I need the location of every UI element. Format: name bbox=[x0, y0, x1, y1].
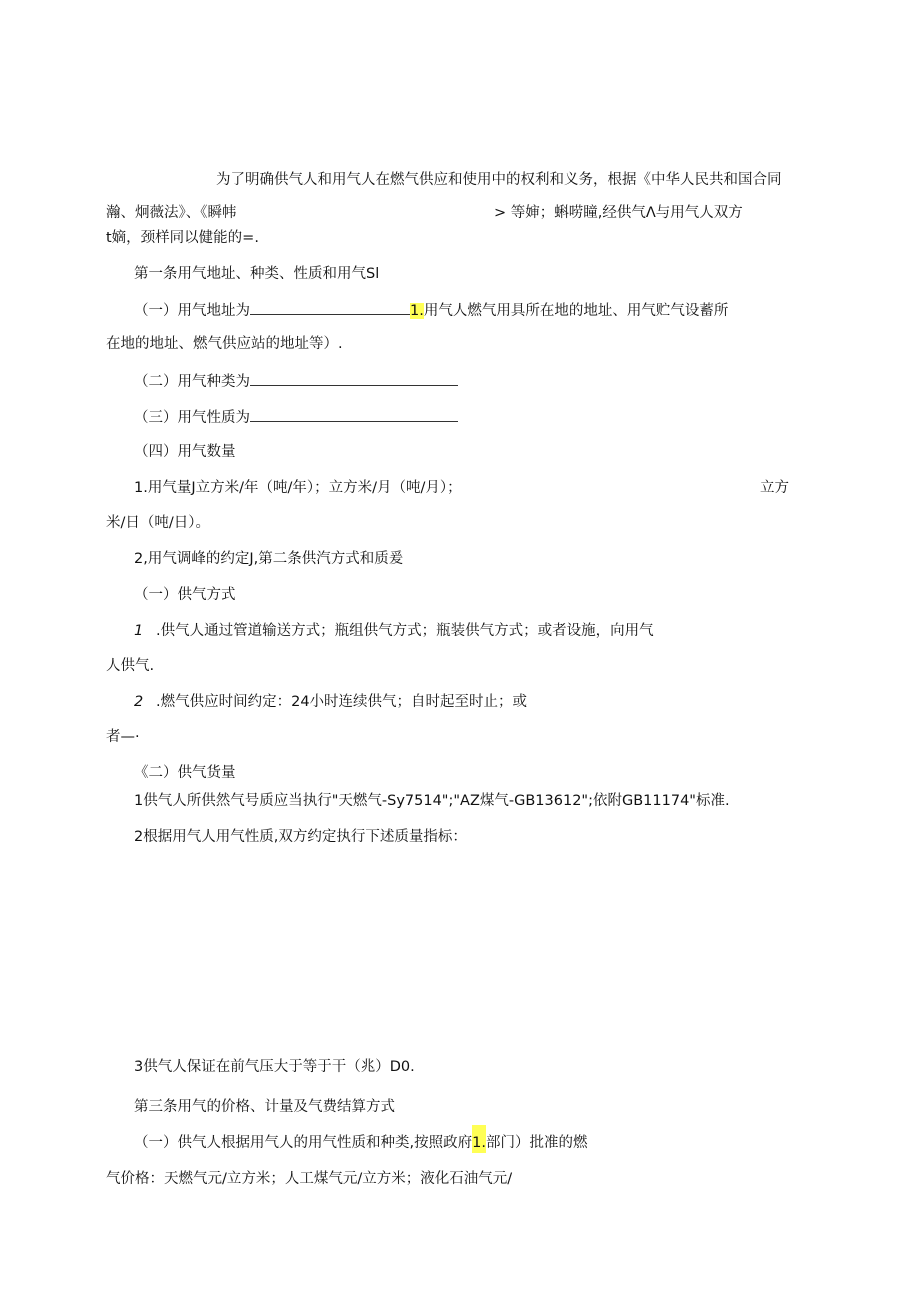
clause-2-1-item1-line1 bbox=[134, 621, 654, 641]
clause-1-2 bbox=[134, 370, 458, 392]
clause-text: 用气人燃气用具所在地的地址、用气贮气设蓄所 bbox=[423, 303, 729, 319]
clause-2-2-item3: 3供气人保证在前气压大于等于干（兆）D0. bbox=[134, 1059, 415, 1075]
clause-2-1-item1-line2: 人供气. bbox=[106, 658, 155, 674]
clause-3-1-line1 bbox=[134, 1133, 587, 1153]
clause-1-4-item2: 2,用气调峰的约定J,第二条供汽方式和质爰 bbox=[134, 551, 404, 567]
highlight-mark: 1. bbox=[472, 1125, 486, 1153]
clause-label: （二）用气种类为 bbox=[134, 374, 250, 390]
item-text: .燃气供应时间约定：24小时连续供气；自时起至时止；或 bbox=[156, 694, 528, 710]
clause-1-1-line1 bbox=[134, 299, 728, 321]
clause-1-1-line2: 在地的地址、燃气供应站的地址等）. bbox=[106, 336, 343, 352]
clause-text-start: （一）供气人根据用气人的用气性质和种类,按照政府 bbox=[134, 1135, 473, 1151]
clause-1-3 bbox=[134, 406, 458, 428]
clause-2-2-heading: 《二）供气货量 bbox=[134, 765, 236, 781]
clause-1-4-item1-start: 1.用气量J立方米/年（吨/年）；立方米/月（吨/月）； bbox=[134, 480, 462, 496]
clause-2-2-item2: 2根据用气人用气性质,双方约定执行下述质量指标： bbox=[134, 829, 467, 845]
clause-1-4-item1-end: 立方 bbox=[760, 480, 789, 496]
blank-line bbox=[250, 370, 458, 386]
clause-text-end: 部门）批准的燃 bbox=[485, 1135, 588, 1151]
item-number: 2 bbox=[134, 694, 144, 710]
blank-line bbox=[250, 406, 458, 422]
clause-label: （一）用气地址为 bbox=[134, 303, 250, 319]
item-text: .供气人通过管道输送方式；瓶组供气方式；瓶装供气方式；或者设施，向用气 bbox=[156, 623, 654, 639]
paragraph-intro-line3: t嫡，颈样同以健能的=. bbox=[106, 230, 259, 246]
paragraph-intro-line2-end: > 等婶；蝌唠瞳,经供气Λ与用气人双方 bbox=[494, 205, 743, 221]
clause-2-2-item1: 1供气人所供然气号质应当执行"天燃气-Sy7514";"AZ煤气-GB13612";依附GB11174"标准. bbox=[134, 793, 730, 809]
paragraph-intro-line1: 为了明确供气人和用气人在燃气供应和使用中的权利和义务，根据《中华人民共和国合同 bbox=[216, 172, 782, 188]
clause-3-1-line2: 气价格：天燃气元/立方米；人工煤气元/立方米；液化石油气元/ bbox=[106, 1171, 513, 1187]
blank-line bbox=[250, 299, 410, 315]
paragraph-intro-line2-start: 瀚、炯薇法》、《瞬帏 bbox=[106, 205, 237, 221]
clause-label: （三）用气性质为 bbox=[134, 410, 250, 426]
article-1-heading: 第一条用气地址、种类、性质和用气Sl bbox=[134, 266, 380, 282]
item-number: 1 bbox=[134, 623, 144, 639]
article-3-heading: 第三条用气的价格、计量及气费结算方式 bbox=[134, 1099, 395, 1115]
clause-1-4-item1-line2: 米/日（吨/日）。 bbox=[106, 515, 211, 531]
clause-2-1-heading: （一）供气方式 bbox=[134, 587, 236, 603]
clause-2-1-item2-line2: 者—· bbox=[106, 729, 140, 745]
clause-2-1-item2-line1 bbox=[134, 692, 527, 712]
highlight-mark: 1. bbox=[410, 303, 424, 319]
clause-1-4-heading: （四）用气数量 bbox=[134, 444, 236, 460]
